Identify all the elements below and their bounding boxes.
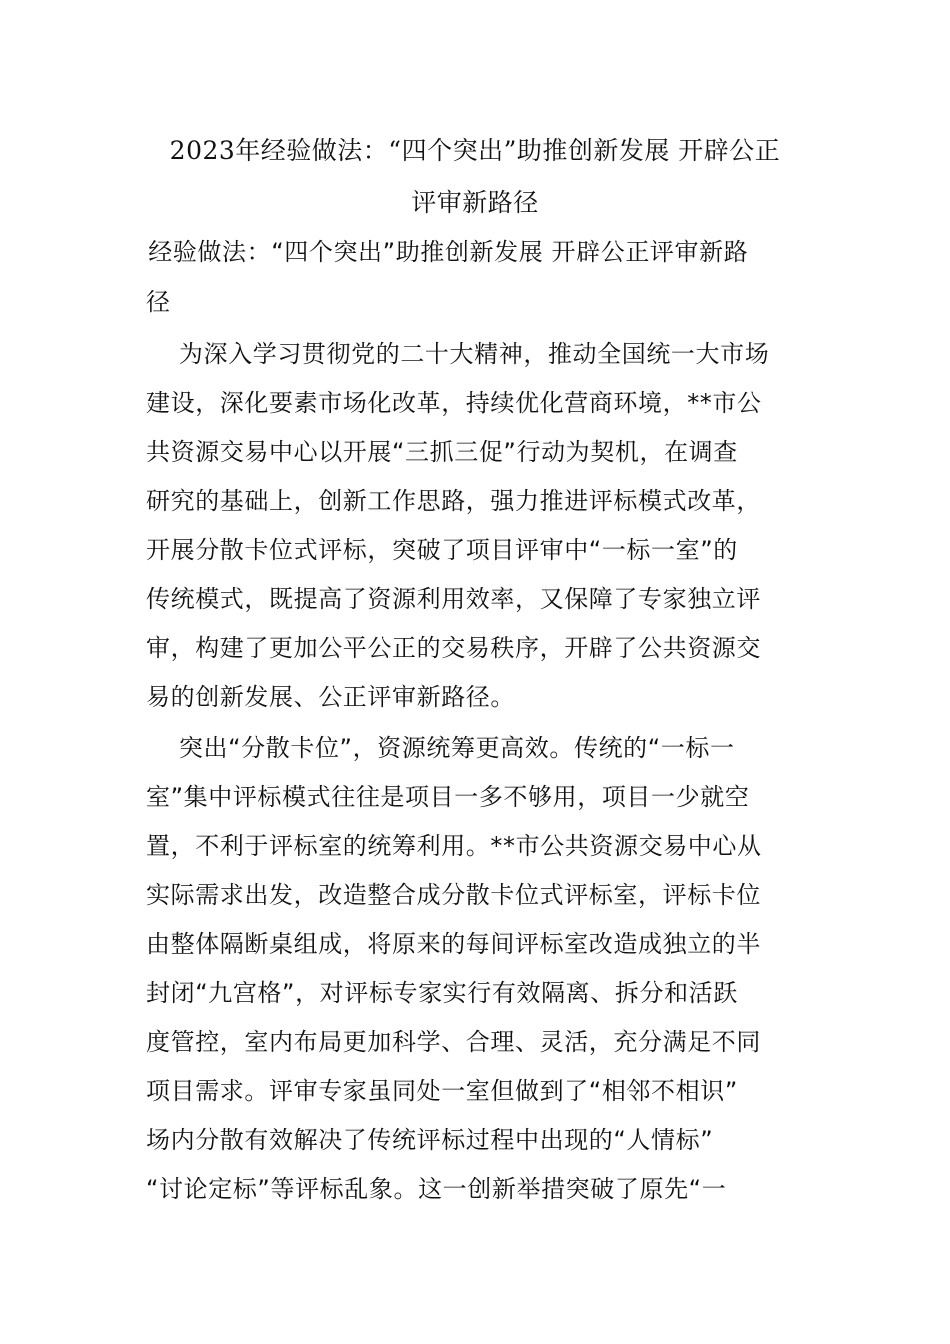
paragraph-1-line-6: 传统模式，既提高了资源利用效率，又保障了专家独立评: [146, 585, 761, 613]
paragraph-2-line-1: 突出“分散卡位”，资源统筹更高效。传统的“一标一: [146, 734, 735, 762]
paragraph-1-line-8: 易的创新发展、公正评审新路径。: [146, 683, 515, 711]
document-title-line-1: 2023年经验做法：“四个突出”助推创新发展 开辟公正: [169, 136, 781, 165]
subtitle-line-2: 径: [146, 288, 171, 316]
paragraph-1-line-4: 研究的基础上，创新工作思路，强力推进评标模式改革，: [146, 487, 761, 515]
paragraph-2-line-9: 场内分散有效解决了传统评标过程中出现的“人情标”: [146, 1126, 714, 1154]
paragraph-2-line-3: 置，不利于评标室的统筹利用。**市公共资源交易中心从: [146, 832, 762, 860]
paragraph-1-line-1: 为深入学习贯彻党的二十大精神，推动全国统一大市场: [146, 340, 770, 368]
paragraph-2-line-6: 封闭“九宫格”，对评标专家实行有效隔离、拆分和活跃: [146, 979, 738, 1007]
paragraph-2-line-2: 室”集中评标模式往往是项目一多不够用，项目一少就空: [146, 783, 750, 811]
document-title-line-2: 评审新路径: [411, 188, 539, 217]
paragraph-1-line-7: 审，构建了更加公平公正的交易秩序，开辟了公共资源交: [146, 634, 761, 662]
paragraph-2-line-4: 实际需求出发，改造整合成分散卡位式评标室，评标卡位: [146, 881, 761, 909]
paragraph-1-line-3: 共资源交易中心以开展“三抓三促”行动为契机，在调查: [146, 438, 738, 466]
paragraph-2-line-10: “讨论定标”等评标乱象。这一创新举措突破了原先“一: [146, 1175, 727, 1203]
paragraph-1-line-2: 建设，深化要素市场化改革，持续优化营商环境，**市公: [146, 389, 762, 417]
paragraph-2-line-8: 项目需求。评审专家虽同处一室但做到了“相邻不相识”: [146, 1077, 738, 1105]
paragraph-2-line-7: 度管控，室内布局更加科学、合理、灵活，充分满足不同: [146, 1028, 761, 1056]
paragraph-1-line-5: 开展分散卡位式评标，突破了项目评审中“一标一室”的: [146, 536, 738, 564]
paragraph-2-line-5: 由整体隔断桌组成，将原来的每间评标室改造成独立的半: [146, 930, 761, 958]
subtitle-line-1: 经验做法：“四个突出”助推创新发展 开辟公正评审新路: [140, 238, 749, 266]
